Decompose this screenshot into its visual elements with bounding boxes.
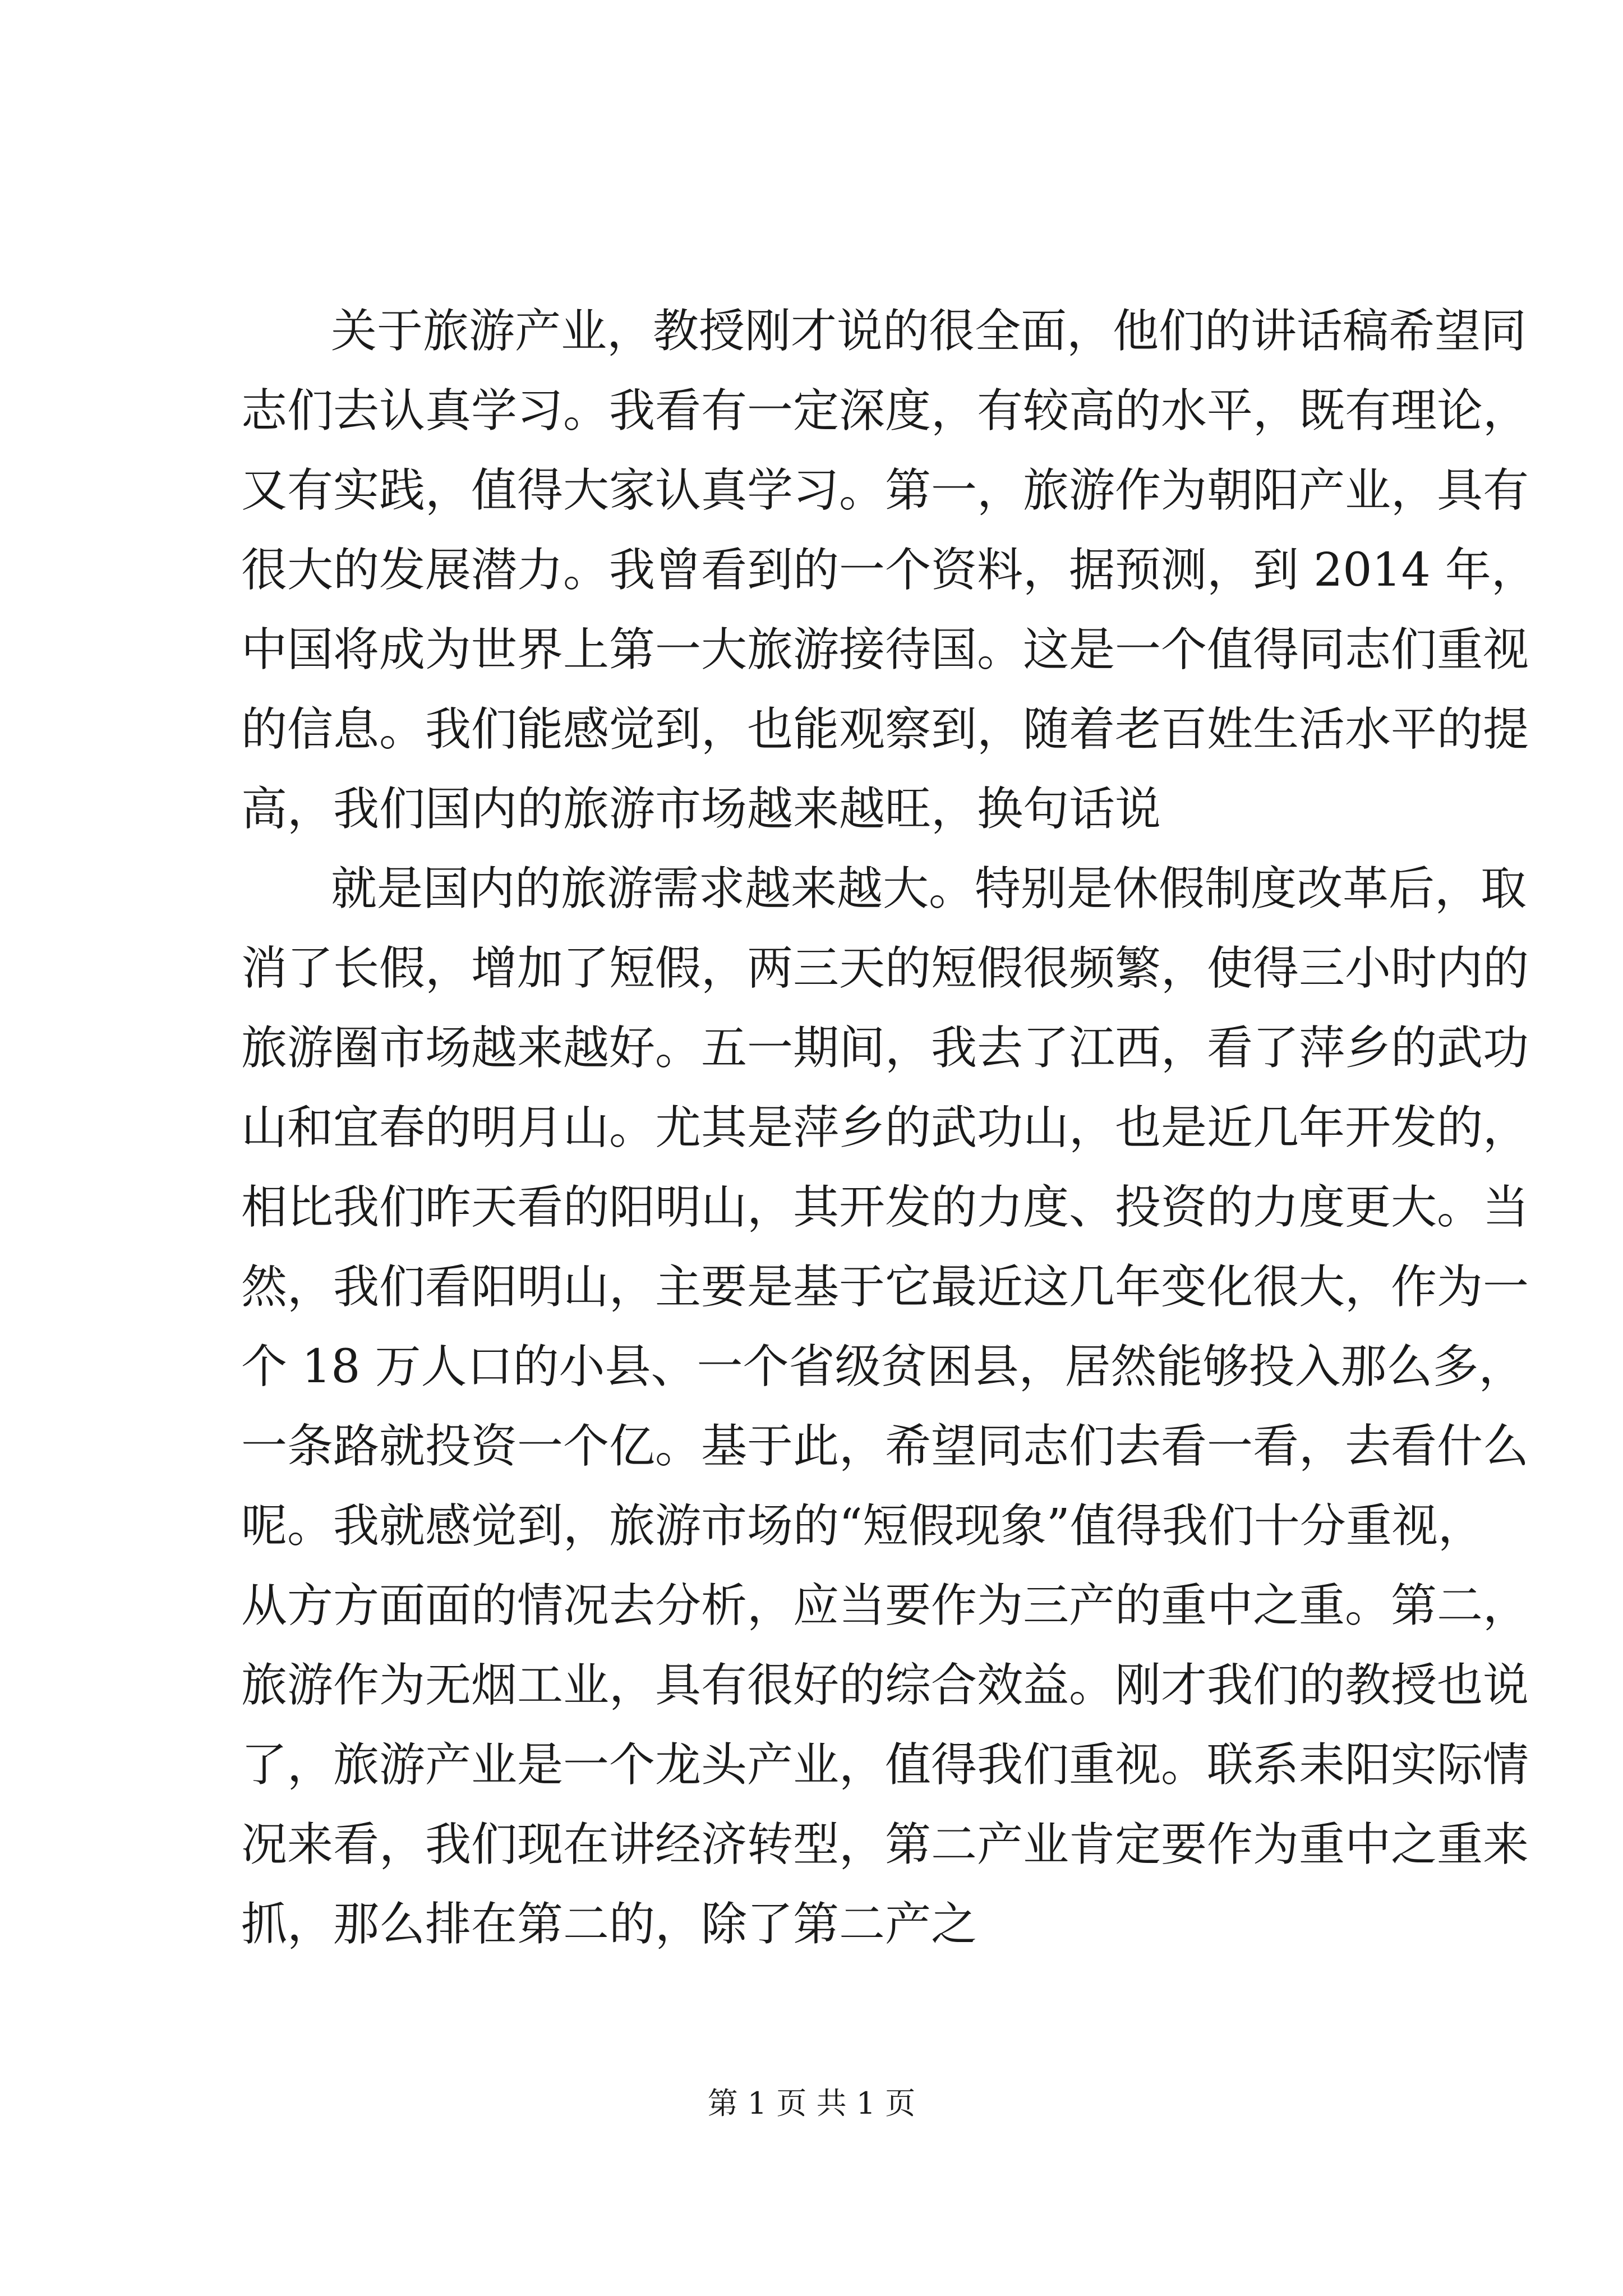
text-line: 了，旅游产业是一个龙头产业，值得我们重视。联系耒阳实际情: [241, 1738, 1529, 1792]
text-line: 个 18 万人口的小县、一个省级贫困县，居然能够投入那么多，: [241, 1340, 1525, 1393]
text-line: 志们去认真学习。我看有一定深度，有较高的水平，既有理论，: [241, 384, 1529, 438]
text-line: 消了长假，增加了短假，两三天的短假很频繁，使得三小时内的: [241, 942, 1529, 995]
page-number-footer: 第 1 页 共 1 页: [707, 2086, 916, 2121]
text-line: 相比我们昨天看的阳明山，其开发的力度、投资的力度更大。当: [241, 1181, 1529, 1234]
text-line: 呢。我就感觉到，旅游市场的“短假现象”值得我们十分重视，: [241, 1499, 1484, 1553]
text-line: [241, 1964, 1413, 2044]
text-line: 就是国内的旅游需求越来越大。特别是休假制度改革后，取: [331, 862, 1527, 915]
text-line: 山和宜春的明月山。尤其是萍乡的武功山，也是近几年开发的，: [241, 1101, 1529, 1154]
text-line: 从方方面面的情况去分析，应当要作为三产的重中之重。第二，: [241, 1579, 1529, 1632]
text-line: 关于旅游产业，教授刚才说的很全面，他们的讲话稿希望同: [331, 305, 1527, 358]
text-line: 一条路就投资一个亿。基于此，希望同志们去看一看，去看什么: [241, 1420, 1529, 1473]
paragraph-1: [241, 292, 1537, 849]
text-line: 况来看，我们现在讲经济转型，第二产业肯定要作为重中之重来: [241, 1818, 1529, 1871]
text-line: 中国将成为世界上第一大旅游接待国。这是一个值得同志们重视: [241, 623, 1529, 677]
text-line: 然，我们看阳明山，主要是基于它最近这几年变化很大，作为一: [241, 1260, 1529, 1314]
text-line: 很大的发展潜力。我曾看到的一个资料，据预测，到 2014 年，: [241, 544, 1537, 597]
text-line: 又有实践，值得大家认真学习。第一，旅游作为朝阳产业，具有: [241, 464, 1529, 517]
text-line: 旅游圈市场越来越好。五一期间，我去了江西，看了萍乡的武功: [241, 1022, 1529, 1075]
text-line: 旅游作为无烟工业，具有很好的综合效益。刚才我们的教授也说: [241, 1659, 1529, 1712]
text-line: 抓，那么排在第二的，除了第二产之: [241, 1898, 978, 1951]
document-body: [241, 292, 1537, 2044]
text-line: 的信息。我们能感觉到，也能观察到，随着老百姓生活水平的提: [241, 703, 1529, 756]
paragraph-2: [241, 849, 1529, 2044]
text-line: 高，我们国内的旅游市场越来越旺，换句话说: [241, 783, 1161, 836]
